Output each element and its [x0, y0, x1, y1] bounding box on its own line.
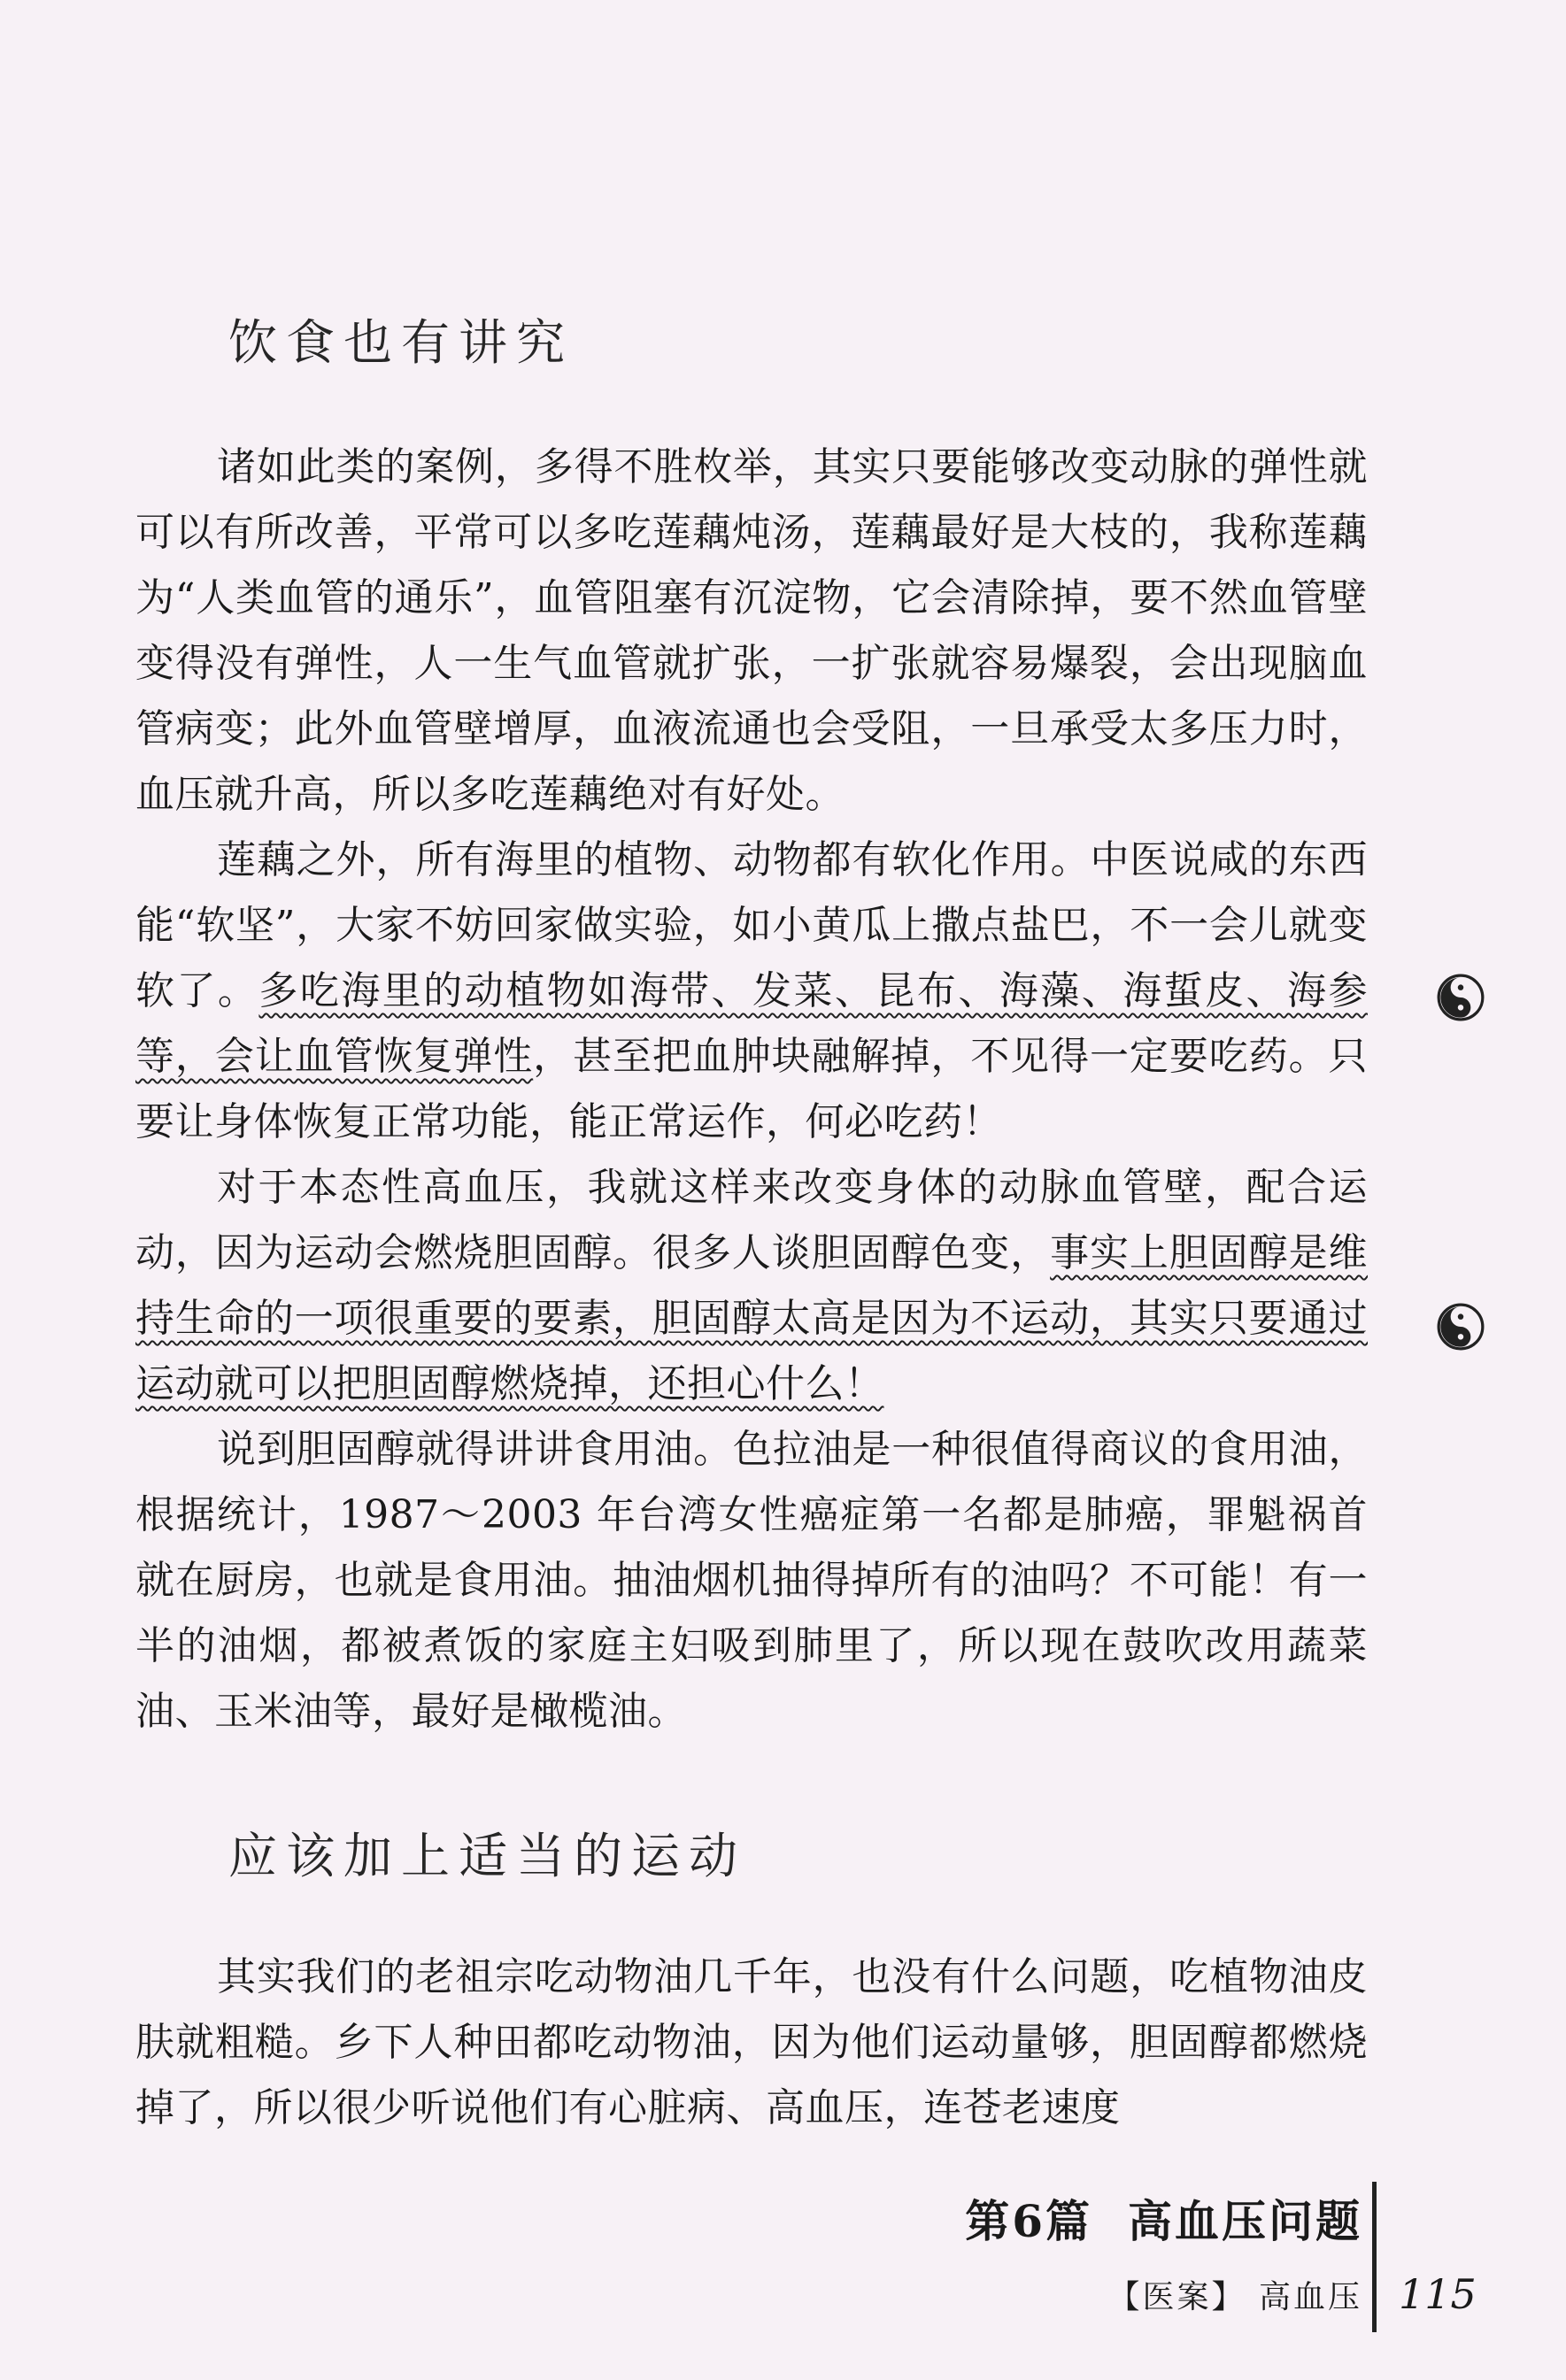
footer-chapter-title: 高血压问题: [1128, 2195, 1362, 2247]
footer-divider: [1372, 2182, 1377, 2332]
paragraph-text: 对于本态性高血压，我就这样来改变身体的动脉血管壁，配合运动，因为运动会燃烧胆固醇。很多人谈胆固醇色变，: [135, 1165, 1368, 1275]
paragraph: [135, 1945, 1368, 2141]
paragraph-text: 说到胆固醇就得讲讲食用油。色拉油是一种很值得商议的食用油，根据统计，1987～2003 年台湾女性癌症第一名都是肺癌，罪魁祸首就在厨房，也就是食用油。抽油烟机抽得掉所有的油吗？不可能！有一半的油烟，都被煮饭的家庭主妇吸到肺里了，所以现在鼓吹改用蔬菜油、玉米油等，最好是橄榄油。: [135, 1427, 1368, 1734]
paragraph-text: 莲藕之外，所有海里的植物、动物都有软化作用。中医说咸的东西能“软坚”，大家不妨回家做实验，如小黄瓜上撒点盐巴，不一会儿就变软了。: [135, 837, 1368, 1013]
footer-subtitle: [1108, 2272, 1362, 2317]
footer-category: 【医案】: [1107, 2279, 1246, 2315]
paragraph-text: 其实我们的老祖宗吃动物油几千年，也没有什么问题，吃植物油皮肤就粗糙。乡下人种田都吃动物油，因为他们运动量够，胆固醇都燃烧掉了，所以很少听说他们有心脏病、高血压，连苍老速度: [135, 1954, 1368, 2130]
page-number: 115: [1399, 2270, 1477, 2318]
paragraph: [135, 828, 1368, 1155]
emphasized-text: 多吃海里的动植物如海带、发菜、昆布、海藻、海蜇皮、海参等，会让血管恢复弹性: [135, 968, 1369, 1079]
yin-yang-icon: [1437, 974, 1485, 1021]
yin-yang-icon: [1437, 1303, 1485, 1351]
paragraph-text: 诸如此类的案例，多得不胜枚举，其实只要能够改变动脉的弹性就可以有所改善，平常可以多吃莲藕炖汤，莲藕最好是大枝的，我称莲藕为“人类血管的通乐”，血管阻塞有沉淀物，它会清除掉，要不然血管壁变得没有弹性，人一生气血管就扩张，一扩张就容易爆裂，会出现脑血管病变；此外血管壁增厚，血液流通也会受阻，一旦承受太多压力时，血压就升高，所以多吃莲藕绝对有好处。: [135, 444, 1368, 817]
footer-topic: 高血压: [1258, 2279, 1362, 2315]
paragraph: [135, 435, 1368, 828]
section-title: 应该加上适当的运动: [228, 1828, 747, 1884]
footer-chapter: [965, 2186, 1362, 2250]
paragraph: [135, 1417, 1368, 1745]
paragraph-text: ，甚至把血肿块融解掉，不见得一定要吃药。只要让身体恢复正常功能，能正常运作，何必吃药！: [135, 1034, 1369, 1144]
footer-part: 第6篇: [965, 2195, 1092, 2247]
emphasized-text: 事实上胆固醇是维持生命的一项很重要的要素，胆固醇太高是因为不运动，其实只要通过运动就可以把胆固醇燃烧掉，还担心什么！: [135, 1230, 1369, 1406]
section-title: 饮食也有讲究: [228, 314, 575, 371]
paragraph: [135, 1155, 1368, 1417]
